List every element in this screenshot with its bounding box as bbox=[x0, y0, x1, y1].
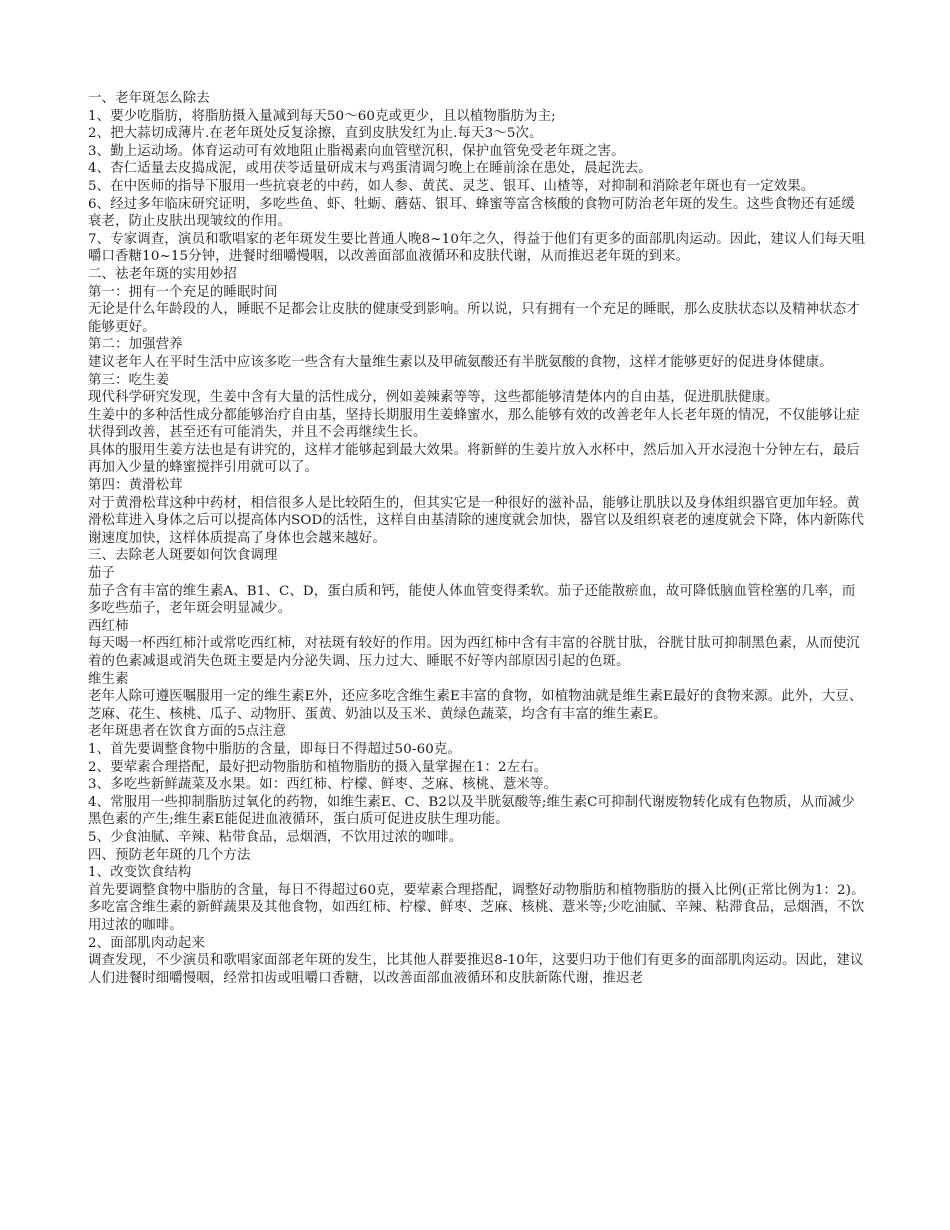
subheading: 2、面部肌肉动起来 bbox=[88, 935, 205, 951]
list-item: 6、经过多年临床研究证明，多吃些鱼、虾、牡蛎、蘑菇、银耳、蜂蜜等富含核酸的食物可防治老年斑的发生。这些食物还有延缓衰老，防止皮肤出现皱纹的作用。 bbox=[88, 196, 855, 230]
paragraph: 茄子含有丰富的维生素A、B1、C、D，蛋白质和钙，能使人体血管变得柔软。茄子还能散瘀血，故可降低脑血管栓塞的几率，而多吃些茄子，老年斑会明显减少。 bbox=[88, 583, 856, 617]
list-item: 7、专家调查，演员和歌唱家的老年斑发生要比普通人晚8~10年之久，得益于他们有更多的面部肌肉运动。因此，建议人们每天咀嚼口香糖10~15分钟，进餐时细嚼慢咽，以改善面部血液循环和皮肤代谢，从而推迟老年斑的到来。 bbox=[88, 231, 866, 265]
list-item: 5、在中医师的指导下服用一些抗衰老的中药，如人参、黄芪、灵芝、银耳、山楂等，对抑制和消除老年斑也有一定效果。 bbox=[88, 178, 815, 194]
paragraph: 具体的服用生姜方法也是有讲究的，这样才能够起到最大效果。将新鲜的生姜片放入水杯中，然后加入开水浸泡十分钟左右，最后再加入少量的蜂蜜搅拌引用就可以了。 bbox=[88, 442, 860, 476]
document-body bbox=[88, 90, 866, 987]
list-item: 4、常服用一些抑制脂肪过氧化的药物，如维生素E、C、B2以及半胱氨酸等;维生素C可抑制代谢废物转化成有色物质，从而减少黑色素的产生;维生素E能促进血液循环，蛋白质可促进皮肤生理功能。 bbox=[88, 794, 855, 828]
list-item: 1、要少吃脂肪，将脂肪摄入量减到每天50～60克或更少，且以植物脂肪为主; bbox=[88, 108, 556, 124]
paragraph: 生姜中的多种活性成分都能够治疗自由基，坚持长期服用生姜蜂蜜水，那么能够有效的改善老年人长老年斑的情况，不仅能够让症状得到改善，甚至还有可能消失，并且不会再继续生长。 bbox=[88, 407, 860, 441]
list-item: 3、多吃些新鲜蔬菜及水果。如：西红柿、柠檬、鲜枣、芝麻、核桃、薏米等。 bbox=[88, 777, 558, 793]
subheading: 1、改变饮食结构 bbox=[88, 865, 192, 881]
list-item: 5、少食油腻、辛辣、粘带食品，忌烟酒，不饮用过浓的咖啡。 bbox=[88, 829, 463, 845]
list-item: 4、杏仁适量去皮捣成泥，或用茯苓适量研成末与鸡蛋清调匀晚上在睡前涂在患处，晨起洗去。 bbox=[88, 161, 652, 177]
list-item: 3、勤上运动场。体育运动可有效地阻止脂褐素向血管壁沉积，保护血管免受老年斑之害。 bbox=[88, 143, 625, 159]
list-item: 2、要荤素合理搭配，最好把动物脂肪和植物脂肪的摄入量掌握在1：2左右。 bbox=[88, 759, 548, 775]
list-item: 2、把大蒜切成薄片.在老年斑处反复涂擦，直到皮肤发红为止.每天3～5次。 bbox=[88, 126, 543, 142]
list-item: 1、首先要调整食物中脂肪的含量，即每日不得超过50-60克。 bbox=[88, 741, 461, 757]
heading-section-2: 二、祛老年斑的实用妙招 bbox=[88, 266, 237, 282]
subheading: 第一：拥有一个充足的睡眠时间 bbox=[88, 284, 278, 300]
paragraph: 调查发现，不少演员和歌唱家面部老年斑的发生，比其他人群要推迟8-10年，这要归功于他们有更多的面部肌肉运动。因此，建议人们进餐时细嚼慢咽，经常扣齿或咀嚼口香糖，以改善面部血液循环和皮肤新陈代谢，推迟老 bbox=[88, 953, 864, 986]
subheading: 西红柿 bbox=[88, 618, 129, 634]
heading-section-4: 四、预防老年斑的几个方法 bbox=[88, 847, 251, 863]
heading-section-3: 三、去除老人斑要如何饮食调理 bbox=[88, 548, 278, 564]
heading-section-1: 一、老年斑怎么除去 bbox=[88, 91, 210, 106]
subheading: 第三：吃生姜 bbox=[88, 372, 170, 388]
subheading: 老年斑患者在饮食方面的5点注意 bbox=[88, 724, 287, 740]
subheading: 第四：黄滑松茸 bbox=[88, 478, 183, 494]
subheading: 维生素 bbox=[88, 671, 129, 687]
paragraph: 首先要调整食物中脂肪的含量，每日不得超过60克，要荤素合理搭配，调整好动物脂肪和植物脂肪的摄入比例(正常比例为1：2)。多吃富含维生素的新鲜蔬果及其他食物，如西红柿、柠檬、鲜枣、芝麻、核桃、薏米等;少吃油腻、辛辣、粘滞食品，忌烟酒，不饮用过浓的咖啡。 bbox=[88, 882, 865, 933]
subheading: 第二：加强营养 bbox=[88, 337, 183, 353]
paragraph: 现代科学研究发现，生姜中含有大量的活性成分，例如姜辣素等等，这些都能够清楚体内的自由基，促进肌肤健康。 bbox=[88, 390, 779, 406]
paragraph: 无论是什么年龄段的人，睡眠不足都会让皮肤的健康受到影响。所以说，只有拥有一个充足的睡眠，那么皮肤状态以及精神状态才能够更好。 bbox=[88, 302, 860, 335]
subheading: 茄子 bbox=[88, 566, 116, 582]
paragraph: 老年人除可遵医嘱服用一定的维生素E外，还应多吃含维生素E丰富的食物，如植物油就是维生素E最好的食物来源。此外，大豆、芝麻、花生、核桃、瓜子、动物肝、蛋黄、奶油以及玉米、黄绿色蔬菜，均含有丰富的维生素E。 bbox=[88, 689, 863, 722]
paragraph: 对于黄滑松茸这种中药材，相信很多人是比较陌生的，但其实它是一种很好的滋补品，能够让肌肤以及身体组织器官更加年轻。黄滑松茸进入身体之后可以提高体内SOD的活性，这样自由基清除的速度就会加快，器官以及组织衰老的速度就会下降，体内新陈代谢速度加快，这样体质提高了身体也会越来越好。 bbox=[88, 495, 865, 546]
paragraph: 每天喝一杯西红柿汁或常吃西红柿，对祛斑有较好的作用。因为西红柿中含有丰富的谷胱甘肽，谷胱甘肽可抑制黑色素，从而使沉着的色素减退或消失色斑主要是内分泌失调、压力过大、睡眠不好等内部原因引起的色斑。 bbox=[88, 636, 860, 669]
paragraph: 建议老年人在平时生活中应该多吃一些含有大量维生素以及甲硫氨酸还有半胱氨酸的食物，这样才能够更好的促进身体健康。 bbox=[88, 354, 833, 370]
